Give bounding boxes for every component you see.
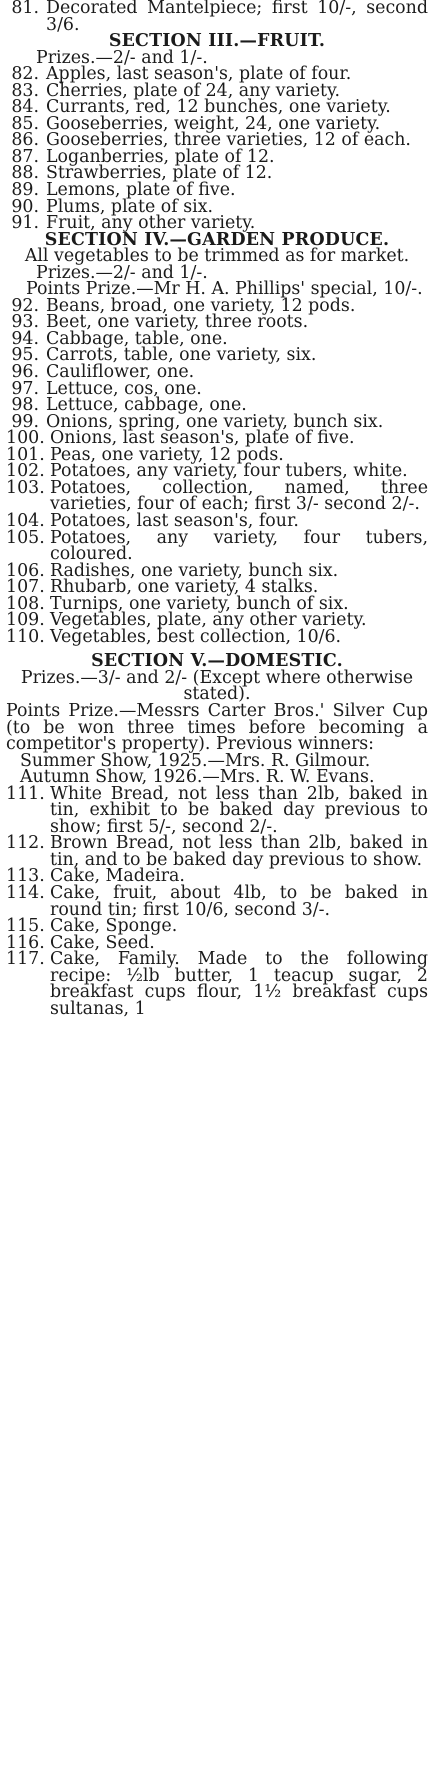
item-text: Loganberries, plate of 12.	[46, 146, 275, 167]
item-number: 104.	[6, 510, 45, 531]
item-number: 98.	[11, 395, 39, 416]
item-text: Beet, one variety, three roots.	[46, 312, 309, 333]
item-number: 113.	[6, 866, 45, 887]
item-text: Cake, Madeira.	[50, 866, 185, 887]
item-text: Rhubarb, one variety, 4 stalks.	[50, 577, 319, 598]
item-number: 109.	[6, 610, 45, 631]
item-text: Lemons, plate of five.	[46, 180, 236, 201]
item-number: 90.	[11, 196, 39, 217]
item-number: 94.	[11, 328, 39, 349]
item-text: Lettuce, cos, one.	[46, 378, 202, 399]
item-number: 93.	[11, 312, 39, 333]
item-text: Carrots, table, one variety, six.	[46, 345, 317, 366]
item-number: 85.	[11, 113, 39, 134]
item-number: 117.	[6, 949, 45, 970]
item-number: 102.	[6, 461, 45, 482]
item-text: Fruit, any other variety.	[46, 213, 256, 234]
list-item	[6, 477, 428, 515]
item-text: Gooseberries, weight, 24, one variety.	[46, 113, 381, 134]
list-item	[6, 882, 428, 920]
item-number: 88.	[11, 163, 39, 184]
item-number: 106.	[6, 560, 45, 581]
item-text: Cherries, plate of 24, any variety.	[46, 80, 341, 101]
prize-note: Prizes.—2/- and 1/-.	[36, 262, 208, 283]
item-number: 115.	[6, 916, 45, 937]
item-text: Radishes, one variety, bunch six.	[50, 560, 339, 581]
item-number: 111.	[6, 783, 45, 804]
list-item	[6, 626, 428, 647]
item-number: 100.	[6, 428, 45, 449]
section-heading: SECTION IV.—GARDEN PRODUCE.	[44, 229, 390, 250]
item-number: 110.	[6, 626, 45, 647]
item-text: Decorated Mantelpiece; first 10/-, second 3/6.	[46, 0, 428, 35]
item-text: Brown Bread, not less than 2lb, baked in tin, and to be baked day previous to show.	[50, 833, 428, 870]
item-number: 87.	[11, 146, 39, 167]
item-number: 86.	[11, 130, 39, 151]
item-text: Potatoes, any variety, four tubers, coloured.	[50, 527, 428, 565]
item-number: 105.	[6, 527, 45, 548]
item-number: 82.	[11, 64, 39, 85]
item-number: 112.	[6, 833, 45, 854]
item-text: Vegetables, best collection, 10/6.	[50, 626, 342, 647]
winner-note: Autumn Show, 1926.—Mrs. R. W. Evans.	[20, 767, 375, 788]
item-number: 83.	[11, 80, 39, 101]
item-number: 97.	[11, 378, 39, 399]
section-note: Prizes.—3/- and 2/- (Except where otherwise stated).	[20, 667, 414, 705]
list-item	[6, 951, 428, 1017]
section-heading: SECTION V.—DOMESTIC.	[91, 651, 343, 672]
item-number: 114.	[6, 882, 45, 903]
item-number: 81.	[11, 0, 39, 18]
winner-note: Summer Show, 1925.—Mrs. R. Gilmour.	[20, 750, 371, 771]
item-text: Vegetables, plate, any other variety.	[50, 610, 367, 631]
item-text: White Bread, not less than 2lb, baked in tin, exhibit to be baked day previous to show; first 5/-, second 2/-.	[50, 783, 428, 837]
item-number: 103.	[6, 477, 45, 498]
item-text: Cake, Seed.	[50, 932, 155, 953]
item-number: 107.	[6, 577, 45, 598]
item-number: 101.	[6, 444, 45, 465]
prize-note: Points Prize.—Mr H. A. Phillips' special, 10/-.	[26, 279, 423, 300]
paragraph: Points Prize.—Messrs Carter Bros.' Silver Cup (to be won three times before becoming a competitor's property). Previous winners:	[6, 700, 428, 755]
item-text: Turnips, one variety, bunch of six.	[50, 593, 349, 614]
item-number: 84.	[11, 97, 39, 118]
item-number: 91.	[11, 213, 39, 234]
list-item	[6, 835, 428, 868]
item-text: Onions, spring, one variety, bunch six.	[46, 411, 384, 432]
item-text: Currants, red, 12 bunches, one variety.	[46, 97, 391, 118]
item-text: Potatoes, collection, named, three varieties, four of each; first 3/- second 2/-.	[50, 477, 428, 515]
item-text: Potatoes, last season's, four.	[50, 510, 299, 531]
item-number: 96.	[11, 362, 39, 383]
item-number: 108.	[6, 593, 45, 614]
item-text: Cake, Sponge.	[50, 916, 178, 937]
item-text: Cabbage, table, one.	[46, 328, 228, 349]
item-text: Strawberries, plate of 12.	[46, 163, 273, 184]
prize-note: Prizes.—2/- and 1/-.	[36, 47, 208, 68]
item-text: Cake, Family. Made to the following recipe: ½lb butter, 1 teacup sugar, 2 breakfast cups flour, 1½ breakfast cups sultanas, 1	[50, 949, 428, 1019]
list-item	[6, 783, 428, 837]
item-text: Onions, last season's, plate of five.	[50, 428, 355, 449]
item-text: Gooseberries, three varieties, 12 of each.	[46, 130, 411, 151]
section-heading: SECTION III.—FRUIT.	[108, 31, 326, 52]
item-text: Potatoes, any variety, four tubers, white.	[50, 461, 408, 482]
item-text: Peas, one variety, 12 pods.	[50, 444, 284, 465]
item-text: Plums, plate of six.	[46, 196, 214, 217]
item-text: Apples, last season's, plate of four.	[46, 64, 352, 85]
item-number: 116.	[6, 932, 45, 953]
item-text: Cake, fruit, about 4lb, to be baked in round tin; first 10/6, second 3/-.	[50, 882, 428, 920]
item-text: Cauliflower, one.	[46, 362, 195, 383]
item-text: Lettuce, cabbage, one.	[46, 395, 247, 416]
item-number: 95.	[11, 345, 39, 366]
section-note: All vegetables to be trimmed as for market.	[24, 246, 410, 267]
item-number: 89.	[11, 180, 39, 201]
item-number: 92.	[11, 295, 39, 316]
item-number: 99.	[11, 411, 39, 432]
list-item	[6, 527, 428, 565]
item-text: Beans, broad, one variety, 12 pods.	[46, 295, 356, 316]
list-item	[6, 0, 428, 33]
